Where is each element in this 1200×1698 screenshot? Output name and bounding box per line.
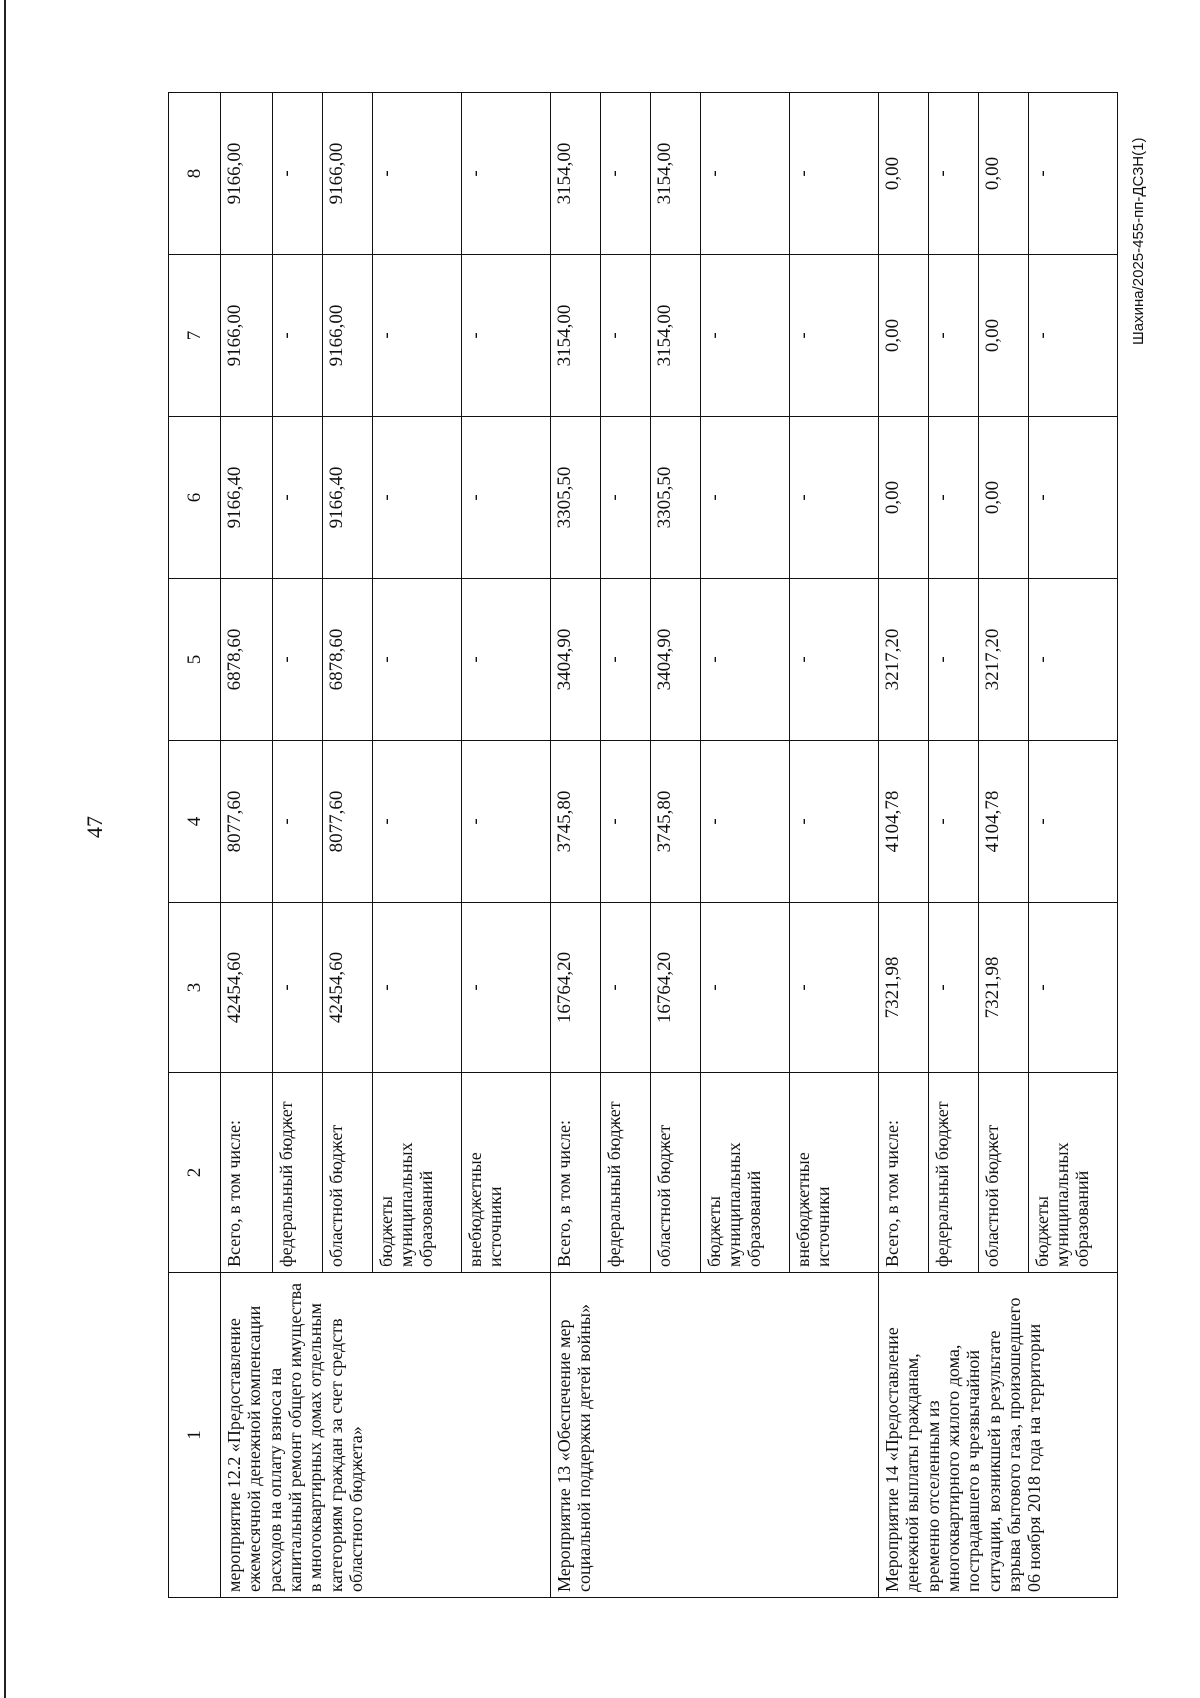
table-body xyxy=(169,93,1118,1598)
amount-cell: - xyxy=(601,93,651,255)
budget-table xyxy=(168,92,1118,1598)
table-row xyxy=(551,93,601,1598)
amount-cell: 9166,00 xyxy=(323,255,373,417)
funding-source-cell: бюджеты муниципальных образований xyxy=(700,1073,789,1273)
amount-cell: - xyxy=(1028,579,1117,741)
amount-cell: - xyxy=(790,579,879,741)
funding-source-cell: областной бюджет xyxy=(651,1073,701,1273)
amount-cell: 0,00 xyxy=(978,255,1028,417)
header-cell: 7 xyxy=(169,255,221,417)
header-cell: 4 xyxy=(169,741,221,903)
amount-cell: - xyxy=(373,417,462,579)
amount-cell: - xyxy=(462,417,551,579)
amount-cell: - xyxy=(1028,255,1117,417)
amount-cell: 7321,98 xyxy=(879,903,929,1073)
amount-cell: 8077,60 xyxy=(323,741,373,903)
amount-cell: 3154,00 xyxy=(551,93,601,255)
table-row xyxy=(221,93,273,1598)
amount-cell: - xyxy=(601,741,651,903)
amount-cell: 0,00 xyxy=(879,417,929,579)
amount-cell: - xyxy=(273,255,323,417)
amount-cell: - xyxy=(373,93,462,255)
amount-cell: - xyxy=(601,579,651,741)
amount-cell: - xyxy=(1028,903,1117,1073)
amount-cell: 6878,60 xyxy=(323,579,373,741)
amount-cell: - xyxy=(373,255,462,417)
amount-cell: - xyxy=(700,903,789,1073)
measure-name-cell: мероприятие 12.2 «Предоставление ежемесячной денежной компенсации расходов на оплату взноса на капитальный ремонт общего имущества в многоквартирных домах отдельным категориям граждан за счет средств областного бюджета» xyxy=(221,1273,551,1598)
amount-cell: 42454,60 xyxy=(221,903,273,1073)
amount-cell: 9166,00 xyxy=(221,93,273,255)
amount-cell: 6878,60 xyxy=(221,579,273,741)
header-cell: 3 xyxy=(169,903,221,1073)
page-edge-line xyxy=(4,0,6,1698)
amount-cell: 3745,80 xyxy=(551,741,601,903)
amount-cell: - xyxy=(790,741,879,903)
amount-cell: - xyxy=(273,741,323,903)
amount-cell: - xyxy=(790,255,879,417)
measure-name-cell: Мероприятие 14 «Предоставление денежной выплаты гражданам, временно отселенным из многоквартирного жилого дома, пострадавшего в чрезвычайной ситуации, возникшей в результате взрыва бытового газа, произошедшего 06 ноября 2018 года на территории xyxy=(879,1273,1118,1598)
amount-cell: - xyxy=(462,255,551,417)
header-cell: 6 xyxy=(169,417,221,579)
amount-cell: 3154,00 xyxy=(651,93,701,255)
funding-source-cell: федеральный бюджет xyxy=(273,1073,323,1273)
amount-cell: - xyxy=(928,903,978,1073)
page-number: 47 xyxy=(82,816,107,838)
amount-cell: - xyxy=(790,93,879,255)
amount-cell: 3154,00 xyxy=(651,255,701,417)
funding-source-cell: федеральный бюджет xyxy=(928,1073,978,1273)
amount-cell: - xyxy=(928,255,978,417)
amount-cell: - xyxy=(373,741,462,903)
amount-cell: - xyxy=(601,417,651,579)
header-cell: 5 xyxy=(169,579,221,741)
amount-cell: 0,00 xyxy=(978,417,1028,579)
amount-cell: - xyxy=(700,93,789,255)
amount-cell: - xyxy=(373,579,462,741)
rotated-table-container xyxy=(168,93,1118,1598)
amount-cell: 16764,20 xyxy=(551,903,601,1073)
funding-source-cell: внебюджетные источники xyxy=(790,1073,879,1273)
amount-cell: - xyxy=(462,903,551,1073)
document-code: Шахина/2025-455-пп-ДСЗН(1) xyxy=(1130,137,1147,345)
amount-cell: - xyxy=(700,255,789,417)
amount-cell: - xyxy=(462,93,551,255)
amount-cell: 4104,78 xyxy=(978,741,1028,903)
header-cell: 8 xyxy=(169,93,221,255)
amount-cell: - xyxy=(928,93,978,255)
amount-cell: - xyxy=(790,417,879,579)
amount-cell: - xyxy=(273,417,323,579)
amount-cell: 9166,00 xyxy=(221,255,273,417)
amount-cell: - xyxy=(1028,93,1117,255)
amount-cell: - xyxy=(928,579,978,741)
amount-cell: - xyxy=(462,741,551,903)
amount-cell: - xyxy=(700,579,789,741)
amount-cell: 9166,00 xyxy=(323,93,373,255)
amount-cell: 4104,78 xyxy=(879,741,929,903)
funding-source-cell: федеральный бюджет xyxy=(601,1073,651,1273)
amount-cell: 3217,20 xyxy=(879,579,929,741)
header-row xyxy=(169,93,221,1598)
amount-cell: 3217,20 xyxy=(978,579,1028,741)
funding-source-cell: Всего, в том числе: xyxy=(551,1073,601,1273)
amount-cell: 8077,60 xyxy=(221,741,273,903)
amount-cell: - xyxy=(373,903,462,1073)
amount-cell: - xyxy=(273,903,323,1073)
header-cell: 1 xyxy=(169,1273,221,1598)
amount-cell: 0,00 xyxy=(879,255,929,417)
amount-cell: - xyxy=(1028,417,1117,579)
amount-cell: 7321,98 xyxy=(978,903,1028,1073)
amount-cell: - xyxy=(273,93,323,255)
amount-cell: 42454,60 xyxy=(323,903,373,1073)
amount-cell: 16764,20 xyxy=(651,903,701,1073)
amount-cell: 9166,40 xyxy=(323,417,373,579)
funding-source-cell: Всего, в том числе: xyxy=(221,1073,273,1273)
amount-cell: - xyxy=(462,579,551,741)
table-row xyxy=(879,93,929,1598)
amount-cell: 3154,00 xyxy=(551,255,601,417)
amount-cell: - xyxy=(928,417,978,579)
funding-source-cell: Всего, в том числе: xyxy=(879,1073,929,1273)
funding-source-cell: областной бюджет xyxy=(978,1073,1028,1273)
amount-cell: - xyxy=(928,741,978,903)
amount-cell: - xyxy=(790,903,879,1073)
amount-cell: - xyxy=(1028,741,1117,903)
amount-cell: 0,00 xyxy=(978,93,1028,255)
amount-cell: 3404,90 xyxy=(551,579,601,741)
amount-cell: 3305,50 xyxy=(651,417,701,579)
amount-cell: 3404,90 xyxy=(651,579,701,741)
amount-cell: - xyxy=(273,579,323,741)
funding-source-cell: бюджеты муниципальных образований xyxy=(373,1073,462,1273)
amount-cell: - xyxy=(601,255,651,417)
funding-source-cell: бюджеты муниципальных образований xyxy=(1028,1073,1117,1273)
header-cell: 2 xyxy=(169,1073,221,1273)
funding-source-cell: внебюджетные источники xyxy=(462,1073,551,1273)
amount-cell: - xyxy=(700,417,789,579)
amount-cell: - xyxy=(601,903,651,1073)
amount-cell: 3305,50 xyxy=(551,417,601,579)
amount-cell: 0,00 xyxy=(879,93,929,255)
amount-cell: - xyxy=(700,741,789,903)
amount-cell: 9166,40 xyxy=(221,417,273,579)
measure-name-cell: Мероприятие 13 «Обеспечение мер социальной поддержки детей войны» xyxy=(551,1273,879,1598)
funding-source-cell: областной бюджет xyxy=(323,1073,373,1273)
amount-cell: 3745,80 xyxy=(651,741,701,903)
